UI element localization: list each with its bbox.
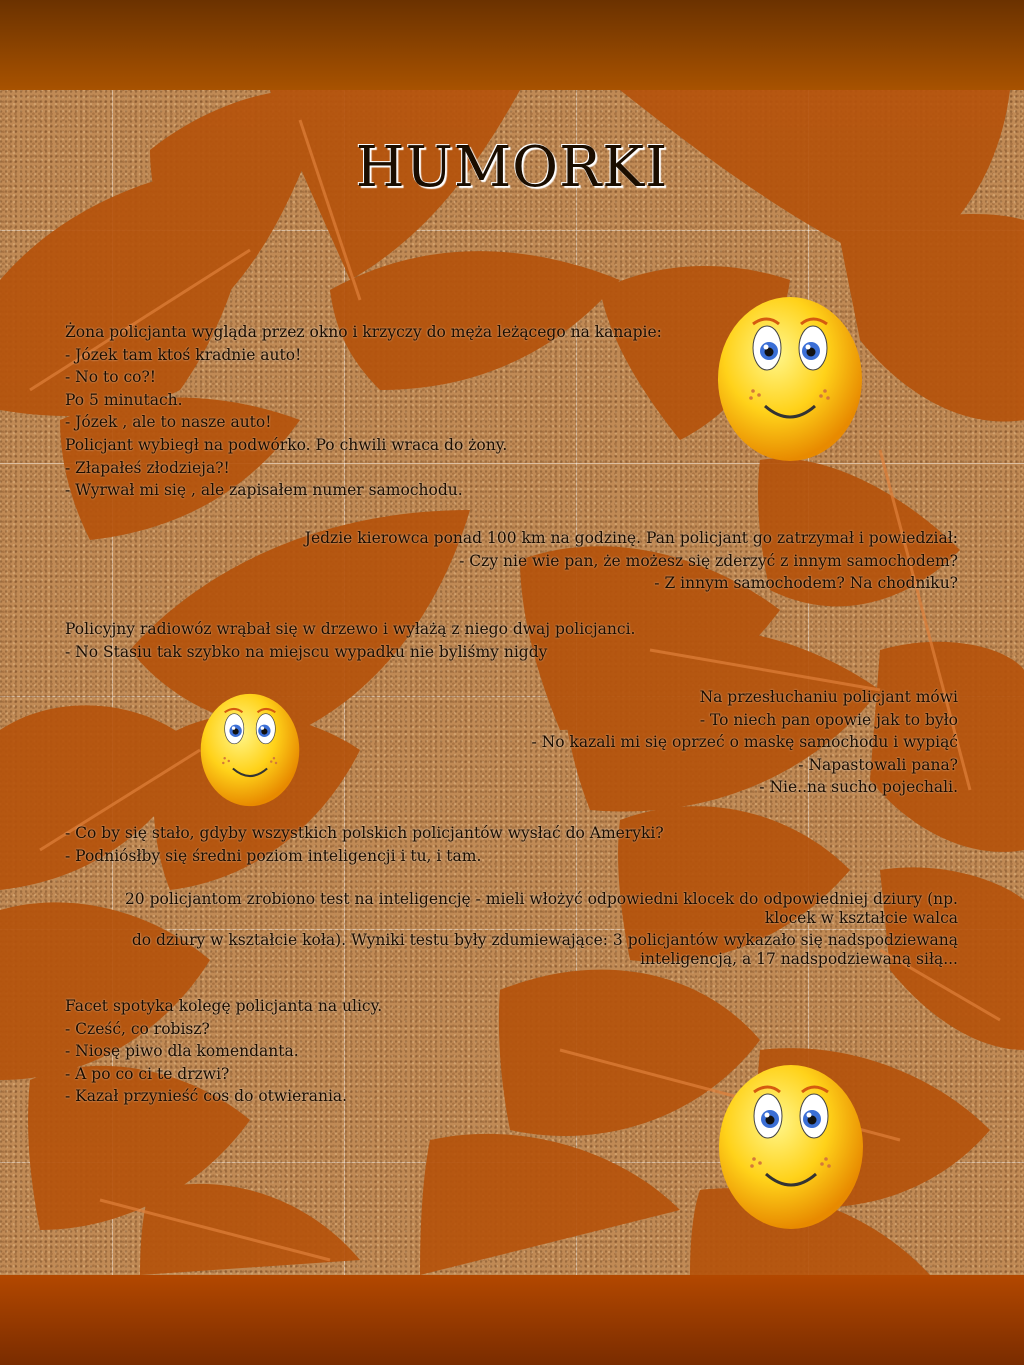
joke-line: - Wyrwał mi się , ale zapisałem numer samochodu.	[65, 481, 463, 500]
joke-line: - Napastowali pana?	[798, 755, 958, 774]
joke-line: Na przesłuchaniu policjant mówi	[699, 688, 958, 706]
joke-line: - Z innym samochodem? Na chodniku?	[654, 574, 958, 593]
joke-line: Facet spotyka kolegę policjanta na ulicy.	[65, 997, 383, 1015]
joke-line: Policjant wybiegł na podwórko. Po chwili wraca do żony.	[65, 435, 508, 454]
joke-line: inteligencją, a 17 nadspodziewaną siłą...	[640, 949, 958, 968]
joke-line: - Podniósłby się średni poziom inteligencji i tu, i tam.	[65, 846, 482, 865]
joke-line: - Cześć, co robisz?	[65, 1019, 210, 1038]
joke-line: - Niosę piwo dla komendanta.	[65, 1042, 299, 1061]
joke-4	[532, 686, 958, 799]
joke-line: - Kazał przynieść cos do otwierania.	[65, 1087, 348, 1106]
joke-line: Po 5 minutach.	[65, 390, 183, 409]
smiley-face-icon	[200, 693, 300, 807]
joke-line: Policyjny radiowóz wrąbał się w drzewo i wyłażą z niego dwaj policjanci.	[65, 620, 636, 638]
joke-line: - Józek , ale to nasze auto!	[65, 413, 272, 432]
joke-line: - A po co ci te drzwi?	[65, 1064, 230, 1083]
top-banner	[0, 0, 1024, 90]
joke-line: - To niech pan opowie jak to było	[699, 710, 958, 729]
joke-6	[125, 890, 958, 968]
joke-2	[305, 527, 958, 595]
joke-line: do dziury w kształcie koła). Wyniki testu były zdumiewające: 3 policjantów wykazało się nadspodziewaną	[131, 931, 958, 949]
joke-line: - No kazali mi się oprzeć o maskę samochodu i wypiąć	[531, 733, 958, 752]
joke-1	[65, 321, 662, 502]
joke-line: - No Stasiu tak szybko na miejscu wypadku nie byliśmy nigdy	[65, 642, 548, 661]
joke-3	[65, 618, 635, 663]
joke-7	[65, 995, 382, 1108]
smiley-face-icon	[718, 1064, 864, 1230]
joke-line: - Co by się stało, gdyby wszystkich polskich policjantów wysłać do Ameryki?	[65, 824, 664, 842]
joke-line: 20 policjantom zrobiono test na inteligencję - mieli włożyć odpowiedni klocek do odpowiedniej dziury (np.	[124, 890, 958, 908]
joke-line: - No to co?!	[65, 368, 157, 387]
page-title: HUMORKI	[355, 135, 669, 200]
joke-line: - Czy nie wie pan, że możesz się zderzyć z innym samochodem?	[459, 551, 958, 570]
joke-5	[65, 822, 664, 867]
smiley-face-icon	[717, 296, 863, 462]
bottom-banner	[0, 1275, 1024, 1365]
joke-line: - Józek tam ktoś kradnie auto!	[65, 345, 302, 364]
joke-line: klocek w kształcie walca	[764, 908, 958, 927]
joke-line: - Złapałeś złodzieja?!	[65, 458, 230, 477]
joke-line: Jedzie kierowca ponad 100 km na godzinę. Pan policjant go zatrzymał i powiedział:	[304, 529, 958, 547]
joke-line: Żona policjanta wygląda przez okno i krzyczy do męża leżącego na kanapie:	[65, 323, 662, 341]
joke-line: - Nie..na sucho pojechali.	[759, 778, 958, 797]
